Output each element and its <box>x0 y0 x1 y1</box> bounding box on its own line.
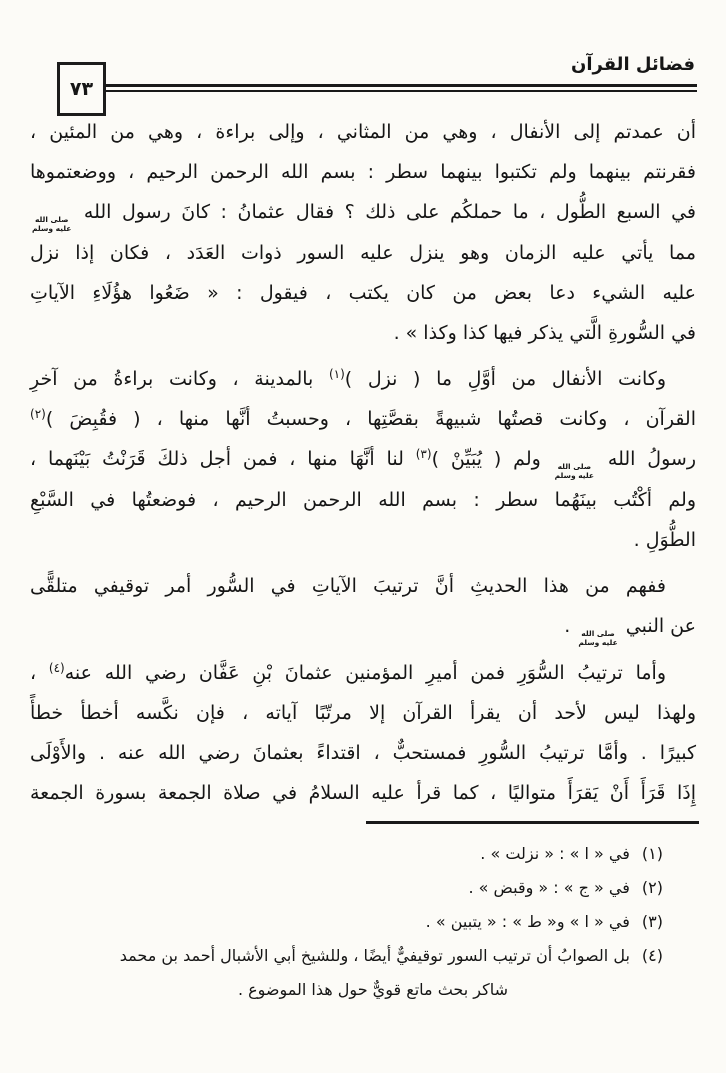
page-number: ٧٣ <box>69 78 94 100</box>
header-title: فضائل القرآن <box>571 54 695 75</box>
footnote-text: في « ج » : « وقبض » . <box>468 878 630 897</box>
footnote-item <box>38 837 663 871</box>
footnote-ref: (٣) <box>415 447 432 461</box>
text-line: عن النبي صلى الله عليه وسلم . <box>564 615 696 647</box>
footnote-text: في « ا » و« ط » : « يتبين » . <box>425 912 630 931</box>
footnote-item <box>38 905 663 939</box>
prophet-salutation-mark: صلى الله عليه وسلم <box>32 215 72 233</box>
text-line: وأما ترتيبُ السُّوَرِ فمن أميرِ المؤمنين عثمانَ بْنِ عَفَّان رضي الله عنه$^{(٤)}$ ، <box>30 661 666 684</box>
text-line: الطُّوَلِ . <box>633 529 696 551</box>
main-text <box>30 112 696 813</box>
footnote-number: (٤) <box>641 946 663 965</box>
footnote-ref: (٤) <box>48 661 65 675</box>
text-line: في السبع الطُّول ، ما حملكُم على ذلك ؟ فقال عثمانُ : كانَ رسول الله صلى الله عليه وسلم <box>32 201 696 233</box>
header-rule <box>105 84 697 92</box>
footnote-item <box>38 871 663 905</box>
footnote-text-line: شاكر بحث ماتع قويٌّ حول هذا الموضوع . <box>237 980 508 999</box>
text-line: إِذَا قَرَأَ أَنْ يَقرَأَ متواليًا ، كما قرأ عليه السلامُ في صلاة الجمعة بسورة الجمعة <box>30 782 696 804</box>
footnotes-section <box>38 837 663 1007</box>
text-line: القرآن ، وكانت قصتُها شبيهةً بقصَّتِها ، وحسبتُ أنَّها منها ، ( فقُبِضَ )$^{(٢)}$ <box>30 407 696 430</box>
text-line: أن عمدتم إلى الأنفال ، وهي من المثاني ، وإلى براءة ، وهي من المئين ، <box>30 121 696 143</box>
text-line: عليه الشيء دعا بعض من كان يكتب ، فيقول : « ضَعُوا هؤُلَاءِ الآياتِ <box>30 282 696 304</box>
text-line: ولهذا ليس لأحد أن يقرأ القرآن إلا مرتّبًا آياته ، فإن نكَّسه أخطأ خطأً <box>30 702 696 724</box>
paragraph <box>30 112 696 353</box>
header-rule-thick-line <box>105 84 697 87</box>
text-line: رسولُ الله صلى الله عليه وسلم ولم ( يُبَيِّنْ )$^{(٣)}$ لنا أنَّهَا منها ، فمن أجل ذلكَ قَرَنْتُ بَيْنَهما ، <box>30 447 697 480</box>
footnote-text-line <box>38 939 663 973</box>
prophet-salutation-mark: صلى الله عليه وسلم <box>578 629 618 647</box>
footnote-number: (٣) <box>641 912 663 931</box>
footnote-number: (٢) <box>641 878 663 897</box>
text-line: مما يأتي عليه الزمان وهو ينزل عليه السور ذوات العَدَد ، فكان إذا نزل <box>30 242 696 264</box>
paragraph <box>30 359 696 560</box>
page-number-box <box>57 62 106 116</box>
text-line: فقرنتم بينهما ولم تكتبوا بينهما سطر : بسم الله الرحمن الرحيم ، ووضعتموها <box>30 161 696 183</box>
footnote-number: (١) <box>641 844 663 863</box>
text-line: ففهم من هذا الحديثِ أنَّ ترتيبَ الآياتِ في السُّور أمر توقيفي متلقًّى <box>30 575 666 597</box>
footnote-text: في « ا » : « نزلت » . <box>480 844 630 863</box>
text-line: في السُّورةِ الَّتي يذكر فيها كذا وكذا » . <box>393 322 696 344</box>
footnote-ref: (١) <box>328 367 345 381</box>
prophet-salutation-mark: صلى الله عليه وسلم <box>554 462 595 480</box>
paragraph <box>30 566 696 647</box>
paragraph <box>30 653 696 813</box>
text-line: وكانت الأنفال من أوَّلِ ما ( نزل )$^{(١)}$ بالمدينة ، وكانت براءةُ من آخرِ <box>30 367 667 390</box>
footnote-ref: (٢) <box>30 407 46 421</box>
header-rule-thin-line <box>105 90 697 92</box>
footnote-text: بل الصوابُ أن ترتيب السور توقيفيٌّ أيضًا ، وللشيخ أبي الأشبال أحمد بن محمد <box>119 946 630 965</box>
text-line: ولم أكْتُب بينَهُما سطر : بسم الله الرحمن الرحيم ، فوضعتُها في السَّبْعِ <box>30 489 696 511</box>
footnote-item <box>38 939 663 1007</box>
footnote-separator <box>366 821 699 824</box>
text-line: كبيرًا . وأمَّا ترتيبُ السُّورِ فمستحبٌّ ، اقتداءً بعثمانَ رضي الله عنه . والأَوْلَى <box>30 742 696 764</box>
